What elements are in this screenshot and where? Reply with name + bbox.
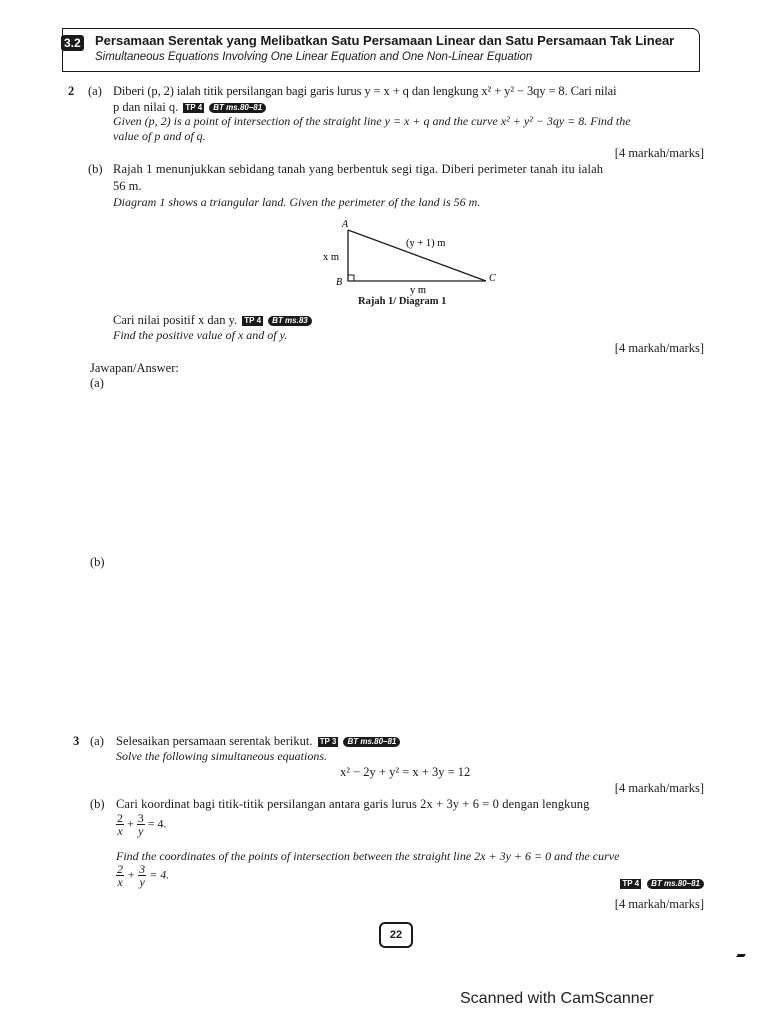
q2a-en-line2: value of p and of q. bbox=[113, 129, 206, 143]
q2a-ms-line1: Diberi (p, 2) ialah titik persilangan bagi garis lurus y = x + q dan lengkung x² + y² − 3qy = 8. Cari nilai bbox=[113, 84, 617, 98]
tp-badge: TP 4 bbox=[622, 879, 640, 888]
page-number: 22 bbox=[379, 922, 413, 948]
answer-label: Jawapan/Answer: bbox=[90, 361, 179, 375]
answer-b-area[interactable] bbox=[88, 572, 704, 722]
diagram-caption: Rajah 1/ Diagram 1 bbox=[358, 296, 447, 307]
q3a-marks: [4 markah/marks] bbox=[614, 781, 704, 795]
q2b-ms-line1: Rajah 1 menunjukkan sebidang tanah yang berbentuk segi tiga. Diberi perimeter tanah itu ialah bbox=[113, 162, 604, 176]
q2b-en-task: Find the positive value of x and of y. bbox=[113, 328, 288, 342]
section-title-en: Simultaneous Equations Involving One Linear Equation and One Non-Linear Equation bbox=[95, 51, 533, 63]
fraction: $\frac{3}{y}$ bbox=[139, 862, 146, 889]
section-badge: 3.2 bbox=[61, 35, 84, 51]
fraction: $\frac{2}{x}$ bbox=[117, 811, 123, 838]
q3a-ms bbox=[116, 734, 400, 749]
vertex-c: C bbox=[489, 273, 496, 284]
q3-number: 3 bbox=[73, 734, 80, 748]
right-angle-mark bbox=[348, 275, 354, 281]
q2a-en-line1: Given (p, 2) is a point of intersection of the straight line y = x + q and the curve x² + y² − 3qy = 8. Find the bbox=[113, 114, 631, 128]
q3a-equation: x² − 2y + y² = x + 3y = 12 bbox=[340, 765, 471, 779]
section-header bbox=[62, 28, 700, 72]
bt-badge: BT ms.80–81 bbox=[647, 879, 704, 889]
answer-b-label: (b) bbox=[90, 555, 105, 569]
q3b-curve-ms bbox=[116, 812, 167, 837]
q3b-marks: [4 markah/marks] bbox=[614, 897, 704, 911]
tp-badge: TP 4 bbox=[185, 103, 203, 112]
label-side-ab: x m bbox=[323, 252, 340, 263]
q3b-badges bbox=[618, 874, 704, 892]
label-side-ac: (y + 1) m bbox=[406, 238, 446, 249]
q2b-ms-task bbox=[113, 313, 312, 328]
camscanner-watermark: Scanned with CamScanner bbox=[460, 990, 654, 1007]
tp-badge: TP 4 bbox=[244, 316, 262, 325]
equation-rhs: = 4. bbox=[147, 816, 167, 831]
q2b-ms-line2: 56 m. bbox=[113, 179, 142, 193]
answer-a-label: (a) bbox=[90, 376, 104, 390]
fraction: $\frac{3}{y}$ bbox=[137, 811, 144, 838]
q2b-en-line: Diagram 1 shows a triangular land. Given the perimeter of the land is 56 m. bbox=[113, 195, 481, 209]
q2-number: 2 bbox=[68, 84, 75, 98]
q2a-label: (a) bbox=[88, 84, 102, 98]
vertex-b: B bbox=[336, 277, 343, 288]
vertex-a: A bbox=[342, 219, 349, 230]
equation-rhs: = 4. bbox=[149, 867, 170, 882]
q3b-ms: Cari koordinat bagi titik-titik persilangan antara garis lurus 2x + 3y + 6 = 0 dengan lengkung bbox=[116, 797, 590, 811]
plus-sign: + bbox=[127, 867, 136, 882]
q2a-ms-line2-text: p dan nilai q. bbox=[113, 100, 179, 114]
q2b-label: (b) bbox=[88, 162, 103, 176]
bt-badge: BT ms.83 bbox=[268, 316, 312, 326]
section-title-ms: Persamaan Serentak yang Melibatkan Satu Persamaan Linear dan Satu Persamaan Tak Linear bbox=[95, 33, 675, 48]
q2b-ms-task-text: Cari nilai positif x dan y. bbox=[113, 313, 238, 327]
q2b-marks: [4 markah/marks] bbox=[614, 341, 704, 355]
q3a-label: (a) bbox=[90, 734, 104, 748]
bt-badge: BT ms.80–81 bbox=[343, 737, 400, 747]
label-side-bc: y m bbox=[410, 285, 427, 296]
q3b-curve-en bbox=[116, 863, 169, 888]
fraction: $\frac{2}{x}$ bbox=[117, 862, 123, 889]
q3b-label: (b) bbox=[90, 797, 105, 811]
answer-a-area[interactable] bbox=[88, 392, 704, 548]
q3b-en: Find the coordinates of the points of intersection between the straight line 2x + 3y + 6 = 0 and the curve bbox=[116, 849, 620, 863]
q2a-ms-line2 bbox=[113, 100, 266, 115]
q3a-ms-text: Selesaikan persamaan serentak berikut. bbox=[116, 734, 313, 748]
scan-mark bbox=[736, 954, 746, 957]
q3a-en: Solve the following simultaneous equations. bbox=[116, 749, 327, 763]
tp-badge: TP 3 bbox=[319, 737, 337, 746]
q2a-marks: [4 markah/marks] bbox=[614, 146, 704, 160]
bt-badge: BT ms.80–81 bbox=[209, 103, 266, 113]
plus-sign: + bbox=[127, 816, 134, 831]
